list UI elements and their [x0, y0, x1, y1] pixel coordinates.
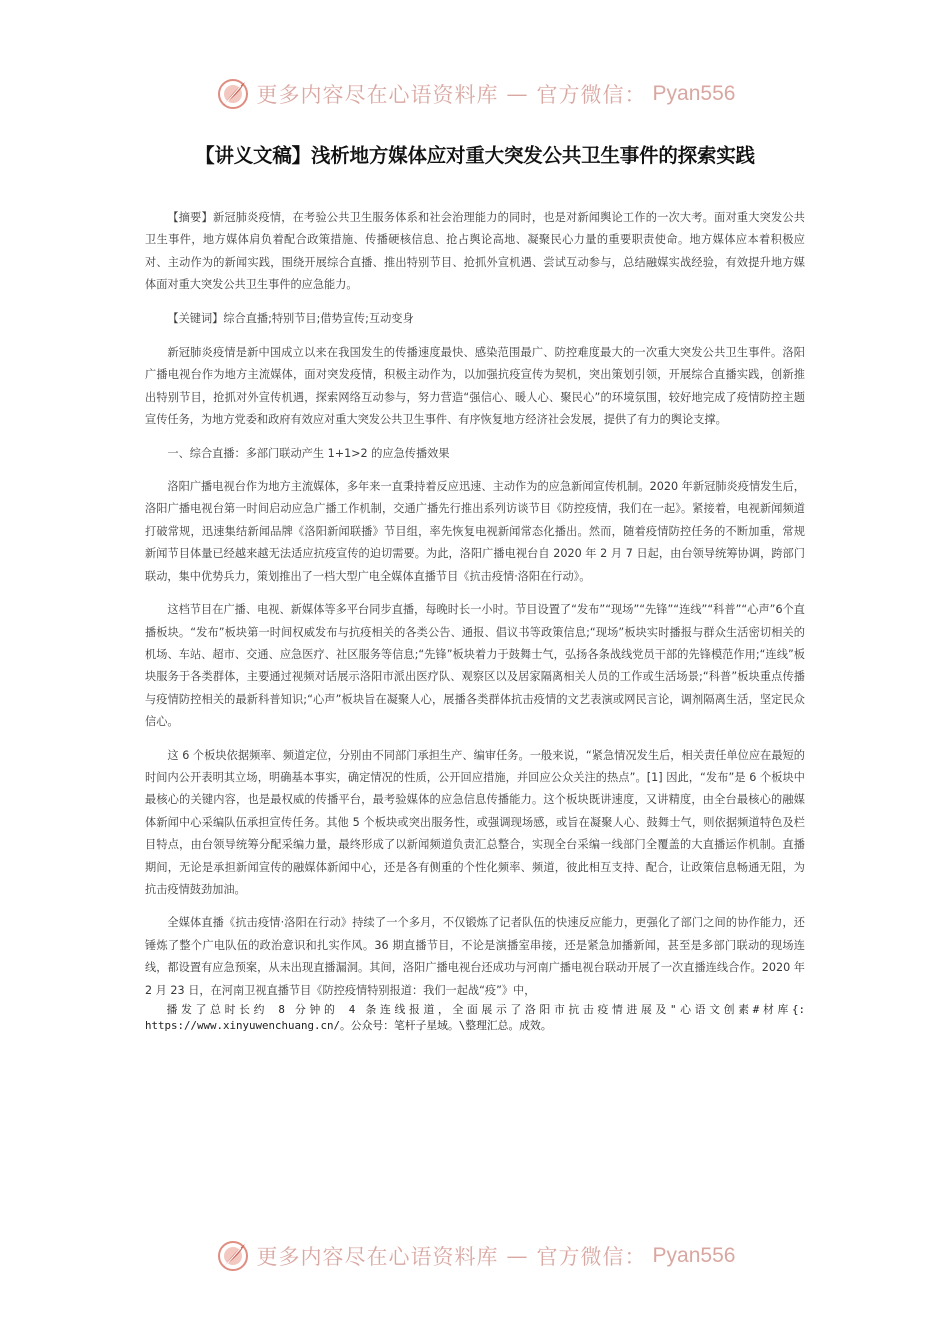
- banner-suffix-text: 官方微信：: [536, 1245, 647, 1269]
- body-paragraph: 洛阳广播电视台作为地方主流媒体，多年来一直秉持着反应迅速、主动作为的应急新闻宣传机制。2020 年新冠肺炎疫情发生后，洛阳广播电视台第一时间启动应急广播工作机制，交通广播先行推出系列访谈节目《防控疫情，我们在一起》。紧接着，电视新闻频道打破常规，迅速集结新闻品牌《洛阳新闻联播》节目组，率先恢复电视新闻常态化播出。然而，随着疫情防控任务的不断加重，常规新闻节目体量已经越来越无法适应抗疫宣传的迫切需要。为此，洛阳广播电视台自 2020 年 2 月 7 日起，由台领导统筹协调，跨部门联动，集中优势兵力，策划推出了一档大型广电全媒体直播节目《抗击疫情·洛阳在行动》。: [145, 480, 805, 583]
- banner-separator: —: [506, 82, 529, 106]
- body-paragraph: 这档节目在广播、电视、新媒体等多平台同步直播，每晚时长一小时。节目设置了“发布”“现场”“先锋”“连线”“科普”“心声”6个直播板块。“发布”板块第一时间权威发布与抗疫相关的各类公告、通报、倡议书等政策信息;“现场”板块实时播报与群众生活密切相关的机场、车站、超市、交通、应急医疗、社区服务等信息;“先锋”板块着力于鼓舞士气，弘扬各条战线党员干部的先锋模范作用;“连线”板块服务于各类群体，主要通过视频对话展示洛阳市派出医疗队、观察区以及居家隔离相关人员的工作或生活场景;“科普”板块重点传播与疫情防控相关的最新科普知识;“心声”板块旨在凝聚人心，展播各类群体抗击疫情的文艺表演或网民言论，调剂隔离生活，坚定民众信心。: [145, 603, 805, 729]
- document-body: [145, 207, 805, 1045]
- section-heading: 一、综合直播：多部门联动产生 1+1>2 的应急传播效果: [167, 446, 450, 460]
- feather-pen-logo-icon: [215, 76, 251, 112]
- banner-wechat-id: Pyan556: [652, 82, 736, 105]
- banner-separator: —: [506, 1244, 529, 1268]
- footnote-source-text: 播发了总时长约 8 分钟的 4 条连线报道，全面展示了洛阳市抗击疫情进展及"心语文创素#材库{: https://www.xinyuwenchuang.cn/。公众号：笔杆子星域。\整理汇总。成效。: [145, 1003, 805, 1032]
- document-title: 【讲义文稿】浅析地方媒体应对重大突发公共卫生事件的探索实践: [195, 144, 755, 167]
- banner-wechat-id: Pyan556: [652, 1244, 736, 1267]
- body-paragraph: 这 6 个板块依据频率、频道定位，分别由不同部门承担生产、编审任务。一般来说，“紧急情况发生后，相关责任单位应在最短的时间内公开表明其立场，明确基本事实，确定情况的性质，公开回应措施，并回应公众关注的热点”。[1] 因此，“发布”是 6 个板块中最核心的关键内容，也是最权威的传播平台，最考验媒体的应急信息传播能力。这个板块既讲速度，又讲精度，由全台最核心的融媒体新闻中心采编队伍承担宣传任务。其他 5 个板块或突出服务性，或强调现场感，或旨在凝聚人心、鼓舞士气，则依据频道特色及栏目特点，由台领导统筹分配采编力量，最终形成了以新闻频道负责汇总整合，实现全台采编一线部门全覆盖的大直播运作机制。直播期间，无论是承担新闻宣传的融媒体新闻中心，还是各有侧重的个性化频率、频道，彼此相互支持、配合，让政策信息畅通无阻，为抗击疫情鼓劲加油。: [145, 748, 805, 896]
- banner-suffix-text: 官方微信：: [536, 83, 647, 107]
- body-paragraph: 全媒体直播《抗击疫情·洛阳在行动》持续了一个多月，不仅锻炼了记者队伍的快速反应能力，更强化了部门之间的协作能力，还锤炼了整个广电队伍的政治意识和扎实作风。36 期直播节目，不论是演播室串接，还是紧急加播新闻，甚至是多部门联动的现场连线，都设置有应急预案，从未出现直播漏洞。其间，洛阳广播电视台还成功与河南广播电视台联动开展了一次直播连线合作。2020 年 2 月 23 日，在河南卫视直播节目《防控疫情特别报道：我们一起战“疫”》中，: [145, 916, 805, 997]
- banner-promo-text: 更多内容尽在心语资料库: [256, 1245, 499, 1269]
- intro-paragraph: 新冠肺炎疫情是新中国成立以来在我国发生的传播速度最快、感染范围最广、防控难度最大的一次重大突发公共卫生事件。洛阳广播电视台作为地方主流媒体，面对突发疫情，积极主动作为，以加强抗疫宣传为契机，突出策划引领，开展综合直播实践，创新推出特别节目，抢抓对外宣传机遇，探索网络互动参与，努力营造“强信心、暖人心、聚民心”的环境氛围，较好地完成了疫情防控主题宣传任务，为地方党委和政府有效应对重大突发公共卫生事件、有序恢复地方经济社会发展，提供了有力的舆论支撑。: [145, 346, 805, 427]
- banner-promo-text: 更多内容尽在心语资料库: [256, 83, 499, 107]
- footer-watermark-banner: [0, 1236, 950, 1276]
- header-watermark-banner: [0, 74, 950, 114]
- abstract-paragraph: 【摘要】新冠肺炎疫情，在考验公共卫生服务体系和社会治理能力的同时，也是对新闻舆论工作的一次大考。面对重大突发公共卫生事件，地方媒体肩负着配合政策措施、传播硬核信息、抢占舆论高地、凝聚民心力量的重要职责使命。地方媒体应本着积极应对、主动作为的新闻实践，围绕开展综合直播、推出特别节目、抢抓外宣机遇、尝试互动参与，总结融媒实战经验，有效提升地方媒体面对重大突发公共卫生事件的应急能力。: [145, 211, 805, 292]
- banner-content: [215, 76, 736, 112]
- banner-content: [215, 1238, 736, 1274]
- keywords-paragraph: 【关键词】综合直播;特别节目;借势宣传;互动变身: [167, 311, 414, 325]
- feather-pen-logo-icon: [215, 1238, 251, 1274]
